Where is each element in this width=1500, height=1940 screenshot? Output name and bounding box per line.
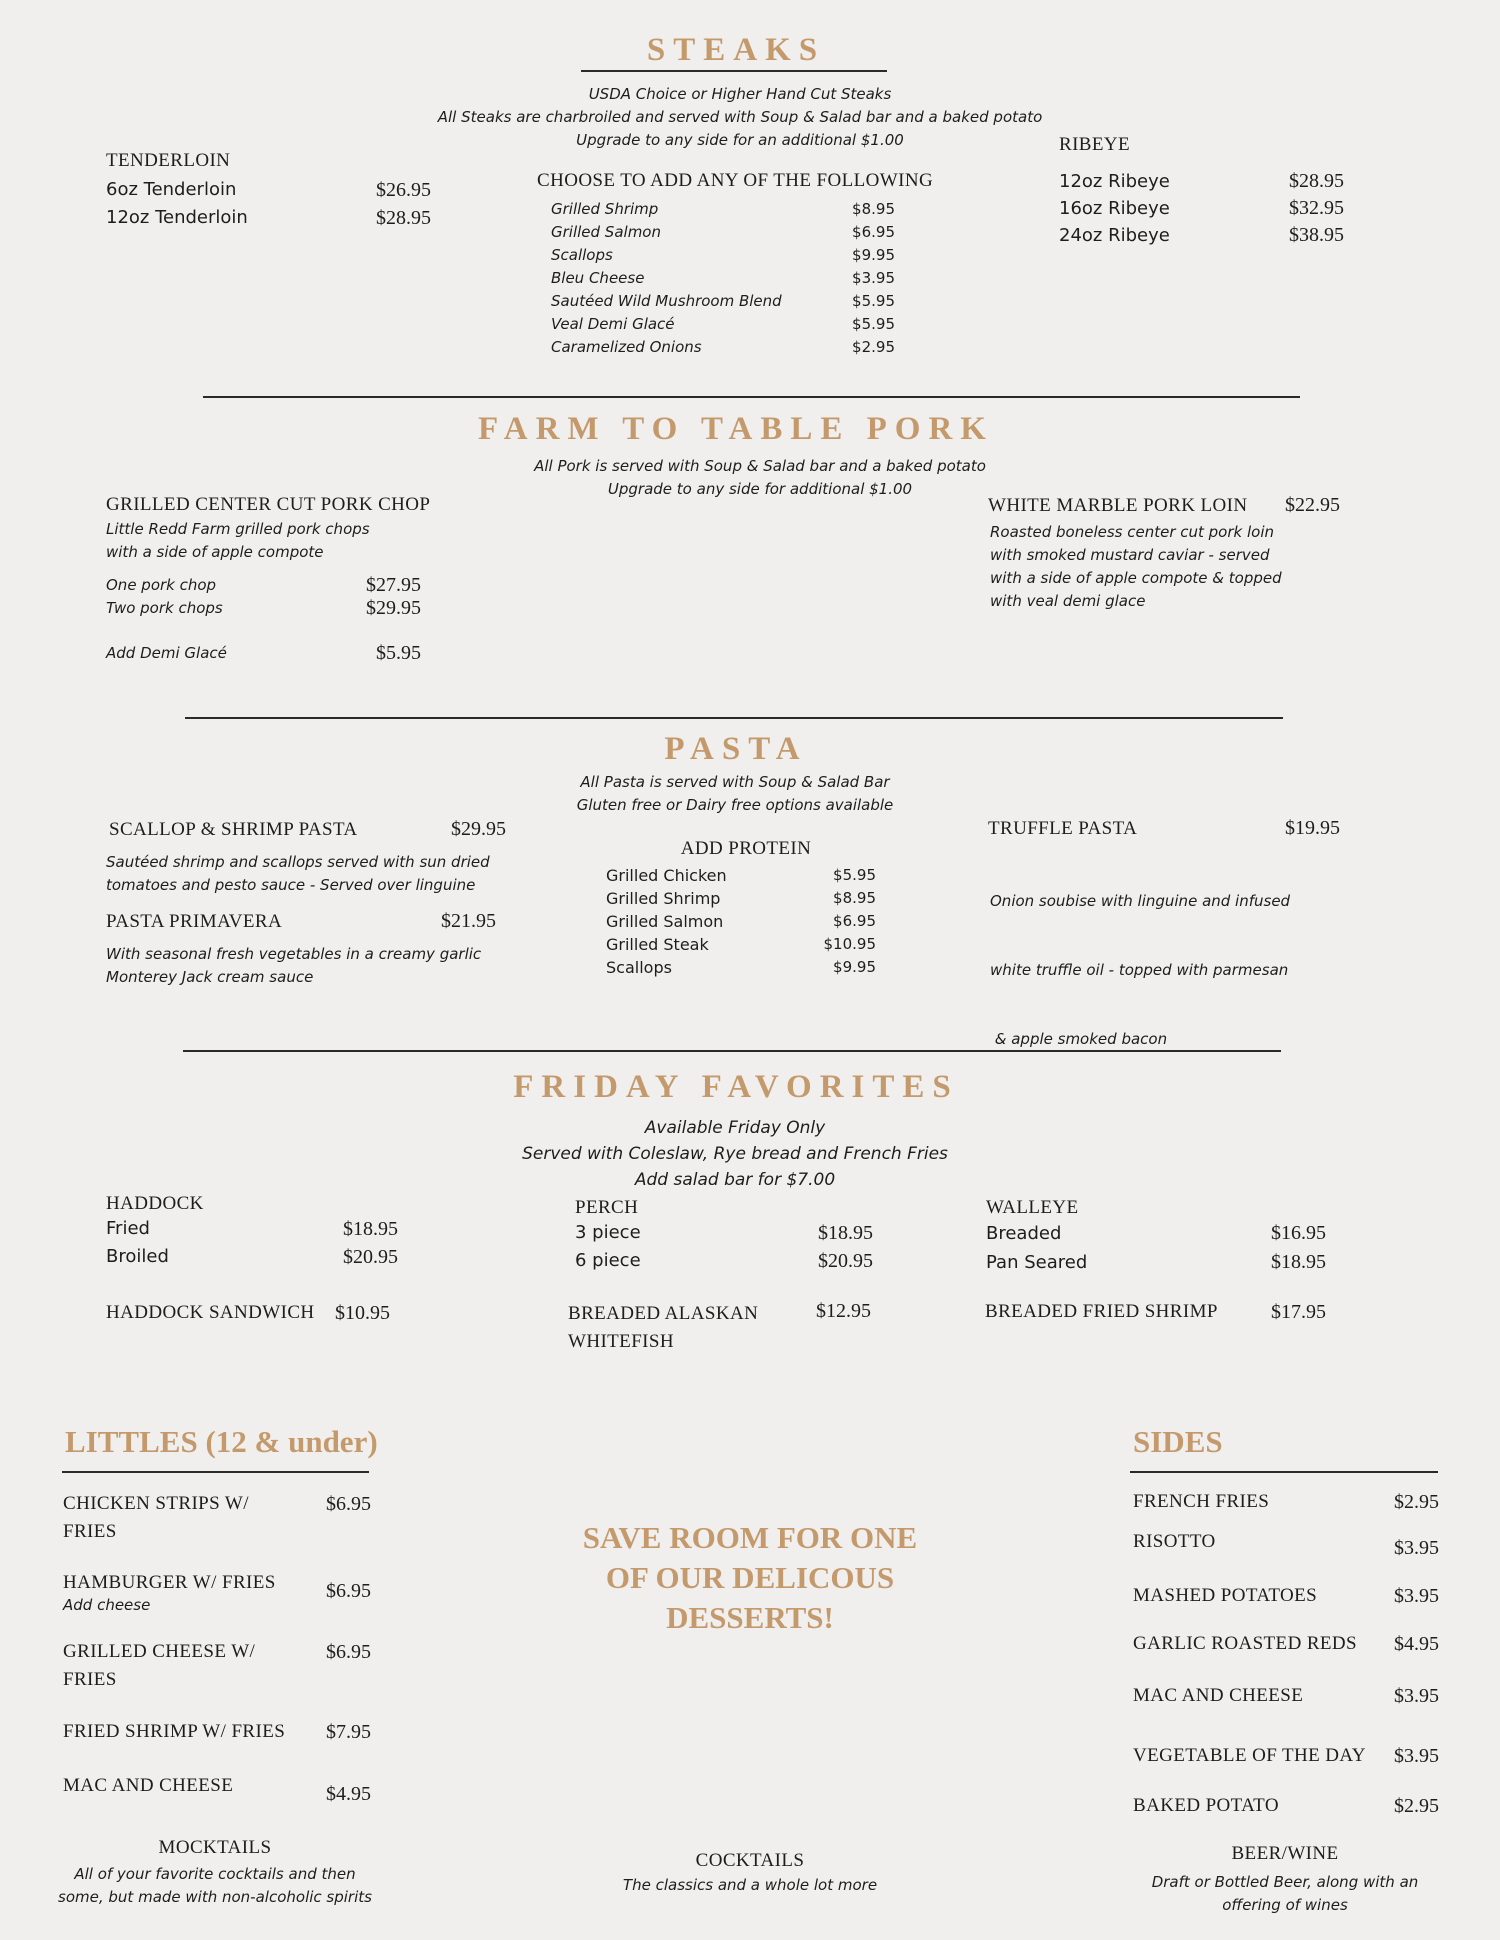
dessert-callout: SAVE ROOM FOR ONE OF OUR DELICOUS DESSERTS!	[582, 1520, 918, 1635]
littles-list	[63, 1490, 371, 1808]
mocktails-section	[55, 1837, 375, 1909]
menu-item: 16oz Ribeye $32.95	[1059, 197, 1344, 219]
walleye-section	[986, 1197, 1326, 1277]
truffle-heading-row: TRUFFLE PASTA $19.95	[988, 817, 1340, 839]
mocktails-description: All of your favorite cocktails and then some, but made with non-alcoholic spirits	[58, 1865, 372, 1906]
side-item: VEGETABLE OF THE DAY $3.95	[1133, 1745, 1439, 1767]
tenderloin-heading: TENDERLOIN	[106, 150, 231, 171]
add-protein-section	[606, 838, 876, 979]
cocktails-heading: COCKTAILS	[695, 1850, 805, 1871]
beer-wine-heading: BEER/WINE	[1231, 1843, 1339, 1864]
protein-item: Grilled Steak $10.95	[606, 935, 876, 954]
truffle-pasta-section	[988, 817, 1340, 1097]
menu-item: 24oz Ribeye $38.95	[1059, 224, 1344, 246]
menu-item: 3 piece $18.95	[575, 1222, 873, 1244]
menu-item: Fried $18.95	[106, 1218, 398, 1240]
littles-item: FRIED SHRIMP W/ FRIES $7.95	[63, 1721, 371, 1743]
cocktails-description: The classics and a whole lot more	[622, 1876, 878, 1894]
littles-title: LITTLES (12 & under)	[65, 1424, 378, 1459]
pasta-title: PASTA	[664, 731, 808, 767]
beer-wine-section	[1130, 1843, 1440, 1917]
pork-loin-heading-row: WHITE MARBLE PORK LOIN $22.95	[988, 494, 1340, 516]
side-item: GARLIC ROASTED REDS $4.95	[1133, 1633, 1439, 1655]
fried-shrimp-row: BREADED FRIED SHRIMP $17.95	[985, 1301, 1326, 1323]
scallop-pasta-heading-row: SCALLOP & SHRIMP PASTA $29.95	[109, 818, 506, 840]
divider	[185, 717, 1283, 719]
littles-item: GRILLED CHEESE W/ FRIES $6.95	[63, 1641, 371, 1690]
truffle-description: Onion soubise with linguine and infused white truffle oil - topped with parmesan & apple smoked bacon	[990, 892, 1291, 1048]
littles-underline	[62, 1471, 369, 1473]
addon-item: Scallops $9.95	[551, 246, 895, 264]
protein-item: Grilled Shrimp $8.95	[606, 889, 876, 908]
mocktails-heading: MOCKTAILS	[158, 1837, 272, 1858]
addon-item: Grilled Shrimp $8.95	[551, 200, 895, 218]
ribeye-section	[1059, 134, 1344, 249]
primavera-heading-row: PASTA PRIMAVERA $21.95	[106, 910, 496, 932]
scallop-pasta-section	[106, 818, 511, 989]
menu-item: 12oz Ribeye $28.95	[1059, 170, 1344, 192]
pork-chop-heading: GRILLED CENTER CUT PORK CHOP	[106, 494, 431, 515]
perch-section	[575, 1197, 873, 1275]
steaks-title-underline	[581, 70, 887, 72]
add-protein-heading: ADD PROTEIN	[680, 838, 812, 859]
menu-item: 12oz Tenderloin $28.95	[106, 207, 431, 229]
menu-item: Broiled $20.95	[106, 1246, 398, 1268]
perch-heading: PERCH	[575, 1197, 639, 1218]
walleye-heading: WALLEYE	[986, 1197, 1079, 1218]
primavera-description: With seasonal fresh vegetables in a creamy garlic Monterey Jack cream sauce	[106, 945, 482, 986]
side-item: MAC AND CHEESE $3.95	[1133, 1685, 1439, 1707]
scallop-pasta-description: Sautéed shrimp and scallops served with sun dried tomatoes and pesto sauce - Served over linguine	[106, 853, 490, 894]
friday-subtitle: Available Friday Only Served with Coleslaw, Rye bread and French Fries Add salad bar for $7.00	[522, 1118, 948, 1190]
pork-title: FARM TO TABLE PORK	[478, 411, 994, 447]
ribeye-heading: RIBEYE	[1059, 134, 1131, 155]
addon-item: Caramelized Onions $2.95	[551, 338, 895, 356]
haddock-section	[106, 1193, 398, 1271]
steaks-subtitle: USDA Choice or Higher Hand Cut Steaks All Steaks are charbroiled and served with Soup & Salad bar and a baked potato Upgrade to any side for an additional $1.00	[437, 85, 1043, 149]
haddock-sandwich-row: HADDOCK SANDWICH $10.95	[106, 1302, 390, 1324]
divider	[203, 396, 1300, 398]
protein-item: Scallops $9.95	[606, 958, 876, 977]
side-item: MASHED POTATOES $3.95	[1133, 1585, 1439, 1607]
menu-item: Add Demi Glacé $5.95	[106, 642, 421, 664]
pork-chop-section	[106, 494, 446, 665]
tenderloin-section	[106, 150, 431, 232]
side-item: RISOTTO $3.95	[1133, 1531, 1439, 1559]
protein-item: Grilled Chicken $5.95	[606, 866, 876, 885]
menu-item: 6 piece $20.95	[575, 1250, 873, 1272]
pork-loin-description: Roasted boneless center cut pork loin with smoked mustard caviar - served with a side of apple compote & topped with veal demi glace	[990, 523, 1282, 610]
steak-addons-section	[537, 170, 957, 359]
addon-item: Veal Demi Glacé $5.95	[551, 315, 895, 333]
cocktails-section	[600, 1850, 900, 1897]
pork-subtitle: All Pork is served with Soup & Salad bar and a baked potato Upgrade to any side for additional $1.00	[534, 457, 986, 498]
divider	[183, 1050, 1281, 1052]
sides-underline	[1130, 1471, 1438, 1473]
addon-item: Bleu Cheese $3.95	[551, 269, 895, 287]
side-item: BAKED POTATO $2.95	[1133, 1795, 1439, 1817]
addons-heading: CHOOSE TO ADD ANY OF THE FOLLOWING	[537, 170, 934, 191]
haddock-heading: HADDOCK	[106, 1193, 204, 1214]
friday-title: FRIDAY FAVORITES	[513, 1069, 959, 1105]
menu-item: Two pork chops $29.95	[106, 597, 421, 619]
addon-item: Grilled Salmon $6.95	[551, 223, 895, 241]
pork-loin-section	[988, 494, 1340, 613]
beer-wine-description: Draft or Bottled Beer, along with an offering of wines	[1151, 1873, 1419, 1914]
steaks-title: STEAKS	[646, 32, 826, 68]
menu-item: One pork chop $27.95	[106, 574, 421, 596]
pork-chop-description: Little Redd Farm grilled pork chops with a side of apple compote	[106, 520, 370, 561]
addon-item: Sautéed Wild Mushroom Blend $5.95	[551, 292, 895, 310]
littles-item: MAC AND CHEESE $4.95	[63, 1775, 371, 1805]
menu-item: 6oz Tenderloin $26.95	[106, 179, 431, 201]
menu-item: Breaded $16.95	[986, 1222, 1326, 1244]
side-item: FRENCH FRIES $2.95	[1133, 1491, 1439, 1513]
littles-item: HAMBURGER W/ FRIES Add cheese $6.95	[63, 1572, 371, 1614]
menu-item: Pan Seared $18.95	[986, 1251, 1326, 1273]
sides-title: SIDES	[1133, 1424, 1223, 1459]
littles-item: CHICKEN STRIPS W/ FRIES $6.95	[63, 1493, 371, 1542]
whitefish-row: BREADED ALASKAN WHITEFISH $12.95	[568, 1300, 871, 1352]
protein-item: Grilled Salmon $6.95	[606, 912, 876, 931]
pasta-subtitle: All Pasta is served with Soup & Salad Bar Gluten free or Dairy free options available	[576, 773, 894, 814]
sides-list	[1133, 1487, 1439, 1821]
